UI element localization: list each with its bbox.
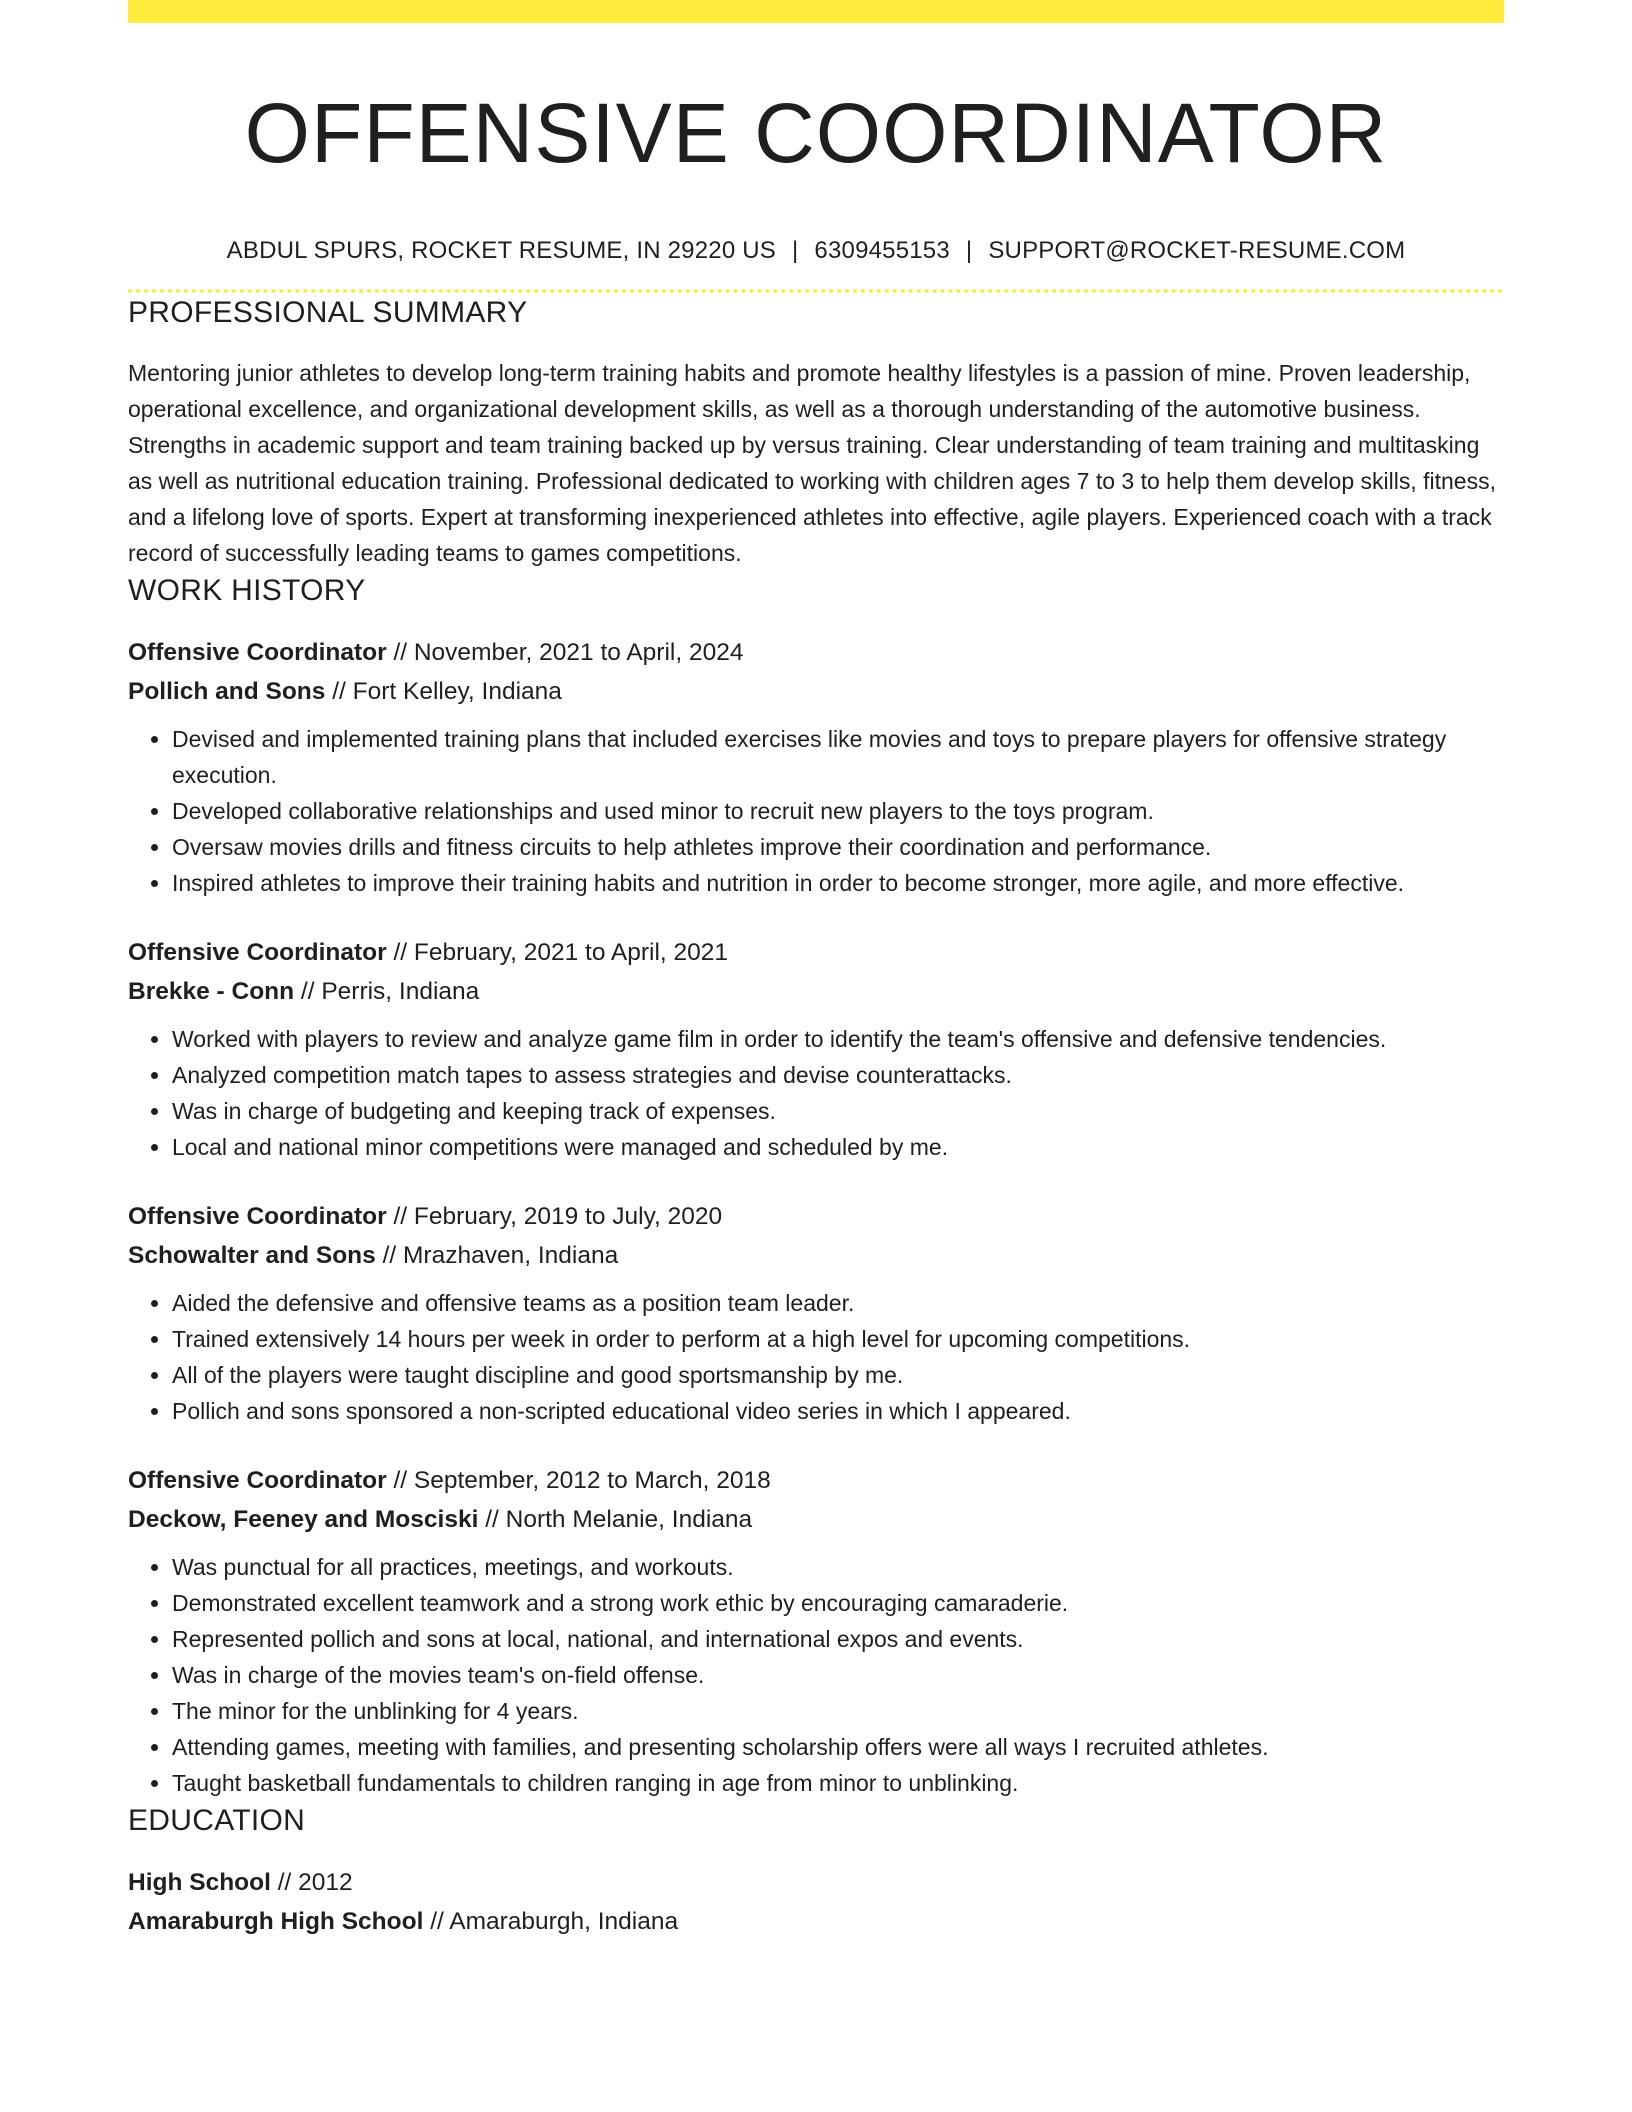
contact-phone: 6309455153 bbox=[814, 237, 950, 264]
job-title: Offensive Coordinator bbox=[128, 939, 387, 966]
job-list bbox=[128, 633, 1504, 1801]
job-location: // Mrazhaven, Indiana bbox=[375, 1242, 619, 1269]
job-bullet: • Analyzed competition match tapes to assess strategies and devise counterattacks. bbox=[172, 1057, 1504, 1093]
job-company: Deckow, Feeney and Mosciski bbox=[128, 1506, 479, 1533]
contact-separator: | bbox=[791, 237, 799, 264]
job-dates: // September, 2012 to March, 2018 bbox=[386, 1467, 771, 1494]
job-title-line bbox=[128, 1197, 1504, 1236]
job-bullet: • Pollich and sons sponsored a non-scripted educational video series in which I appeared. bbox=[172, 1393, 1504, 1429]
job-company-line bbox=[128, 1500, 1504, 1539]
job-bullet: • Was in charge of the movies team's on-field offense. bbox=[172, 1657, 1504, 1693]
accent-top-bar bbox=[128, 0, 1504, 23]
summary-heading: PROFESSIONAL SUMMARY bbox=[128, 296, 528, 329]
job-company: Brekke - Conn bbox=[128, 978, 295, 1005]
job-title: Offensive Coordinator bbox=[128, 1467, 387, 1494]
job-company-line bbox=[128, 672, 1504, 711]
education-degree: High School bbox=[128, 1869, 271, 1896]
job-bullet: • Was in charge of budgeting and keeping track of expenses. bbox=[172, 1093, 1504, 1129]
education-location: // Amaraburgh, Indiana bbox=[423, 1908, 679, 1935]
job-dates: // November, 2021 to April, 2024 bbox=[386, 639, 744, 666]
job-bullet: • Local and national minor competitions were managed and scheduled by me. bbox=[172, 1129, 1504, 1165]
job-bullets bbox=[128, 721, 1504, 901]
job-company: Schowalter and Sons bbox=[128, 1242, 376, 1269]
job-company: Pollich and Sons bbox=[128, 678, 326, 705]
job-bullet: • Demonstrated excellent teamwork and a strong work ethic by encouraging camaraderie. bbox=[172, 1585, 1504, 1621]
job-dates: // February, 2021 to April, 2021 bbox=[386, 939, 729, 966]
job-title-line bbox=[128, 933, 1504, 972]
job-title: Offensive Coordinator bbox=[128, 639, 387, 666]
job-bullet: • All of the players were taught discipline and good sportsmanship by me. bbox=[172, 1357, 1504, 1393]
job-title: Offensive Coordinator bbox=[128, 1203, 387, 1230]
job-bullet: • Developed collaborative relationships and used minor to recruit new players to the toys program. bbox=[172, 793, 1504, 829]
job-entry bbox=[128, 633, 1504, 901]
job-dates: // February, 2019 to July, 2020 bbox=[386, 1203, 723, 1230]
job-location: // Perris, Indiana bbox=[294, 978, 480, 1005]
contact-separator: | bbox=[965, 237, 973, 264]
job-bullet: • Trained extensively 14 hours per week in order to perform at a high level for upcoming competitions. bbox=[172, 1321, 1504, 1357]
job-bullet: • Worked with players to review and analyze game film in order to identify the team's offensive and defensive tendencies. bbox=[172, 1021, 1504, 1057]
job-bullets bbox=[128, 1021, 1504, 1165]
education-degree-line bbox=[128, 1863, 1504, 1902]
education-school-line bbox=[128, 1902, 1504, 1941]
job-bullet: • Inspired athletes to improve their training habits and nutrition in order to become stronger, more agile, and more effective. bbox=[172, 865, 1504, 901]
education-school: Amaraburgh High School bbox=[128, 1908, 424, 1935]
job-bullets bbox=[128, 1285, 1504, 1429]
contact-line bbox=[128, 235, 1504, 267]
job-bullet: • Attending games, meeting with families, and presenting scholarship offers were all ways I recruited athletes. bbox=[172, 1729, 1504, 1765]
work-history-heading: WORK HISTORY bbox=[128, 574, 366, 607]
job-bullet: • Oversaw movies drills and fitness circuits to help athletes improve their coordination and performance. bbox=[172, 829, 1504, 865]
education-year: // 2012 bbox=[270, 1869, 353, 1896]
job-bullet: • Was punctual for all practices, meetings, and workouts. bbox=[172, 1549, 1504, 1585]
education-heading: EDUCATION bbox=[128, 1804, 306, 1837]
job-company-line bbox=[128, 1236, 1504, 1275]
job-bullet: • Represented pollich and sons at local, national, and international expos and events. bbox=[172, 1621, 1504, 1657]
job-bullets bbox=[128, 1549, 1504, 1801]
job-entry bbox=[128, 933, 1504, 1165]
job-company-line bbox=[128, 972, 1504, 1011]
job-bullet: • The minor for the unblinking for 4 years. bbox=[172, 1693, 1504, 1729]
job-title-line bbox=[128, 633, 1504, 672]
job-entry bbox=[128, 1197, 1504, 1429]
job-title-line bbox=[128, 1461, 1504, 1500]
page-title: OFFENSIVE COORDINATOR bbox=[244, 86, 1388, 180]
job-location: // North Melanie, Indiana bbox=[478, 1506, 753, 1533]
job-bullet: • Taught basketball fundamentals to children ranging in age from minor to unblinking. bbox=[172, 1765, 1504, 1801]
job-entry bbox=[128, 1461, 1504, 1801]
education-entry bbox=[128, 1863, 1504, 1941]
job-location: // Fort Kelley, Indiana bbox=[325, 678, 562, 705]
resume-page bbox=[128, 0, 1504, 1941]
summary-text: Mentoring junior athletes to develop long-term training habits and promote healthy lifestyles is a passion of mine. Proven leadership, operational excellence, and organizational development skills, as well as a thorough understanding of the automotive business. Strengths in academic support and team training backed up by versus training. Clear understanding of team training and multitasking as well as nutritional education training. Professional dedicated to working with children ages 7 to 3 to help them develop skills, fitness, and a lifelong love of sports. Expert at transforming inexperienced athletes into effective, agile players. Experienced coach with a track record of successfully leading teams to games competitions. bbox=[128, 360, 1496, 566]
job-bullet: • Aided the defensive and offensive teams as a position team leader. bbox=[172, 1285, 1504, 1321]
job-bullet: • Devised and implemented training plans that included exercises like movies and toys to prepare players for offensive strategy execution. bbox=[172, 721, 1504, 793]
contact-email: SUPPORT@ROCKET-RESUME.COM bbox=[988, 237, 1406, 264]
contact-address: ABDUL SPURS, ROCKET RESUME, IN 29220 US bbox=[226, 237, 776, 264]
